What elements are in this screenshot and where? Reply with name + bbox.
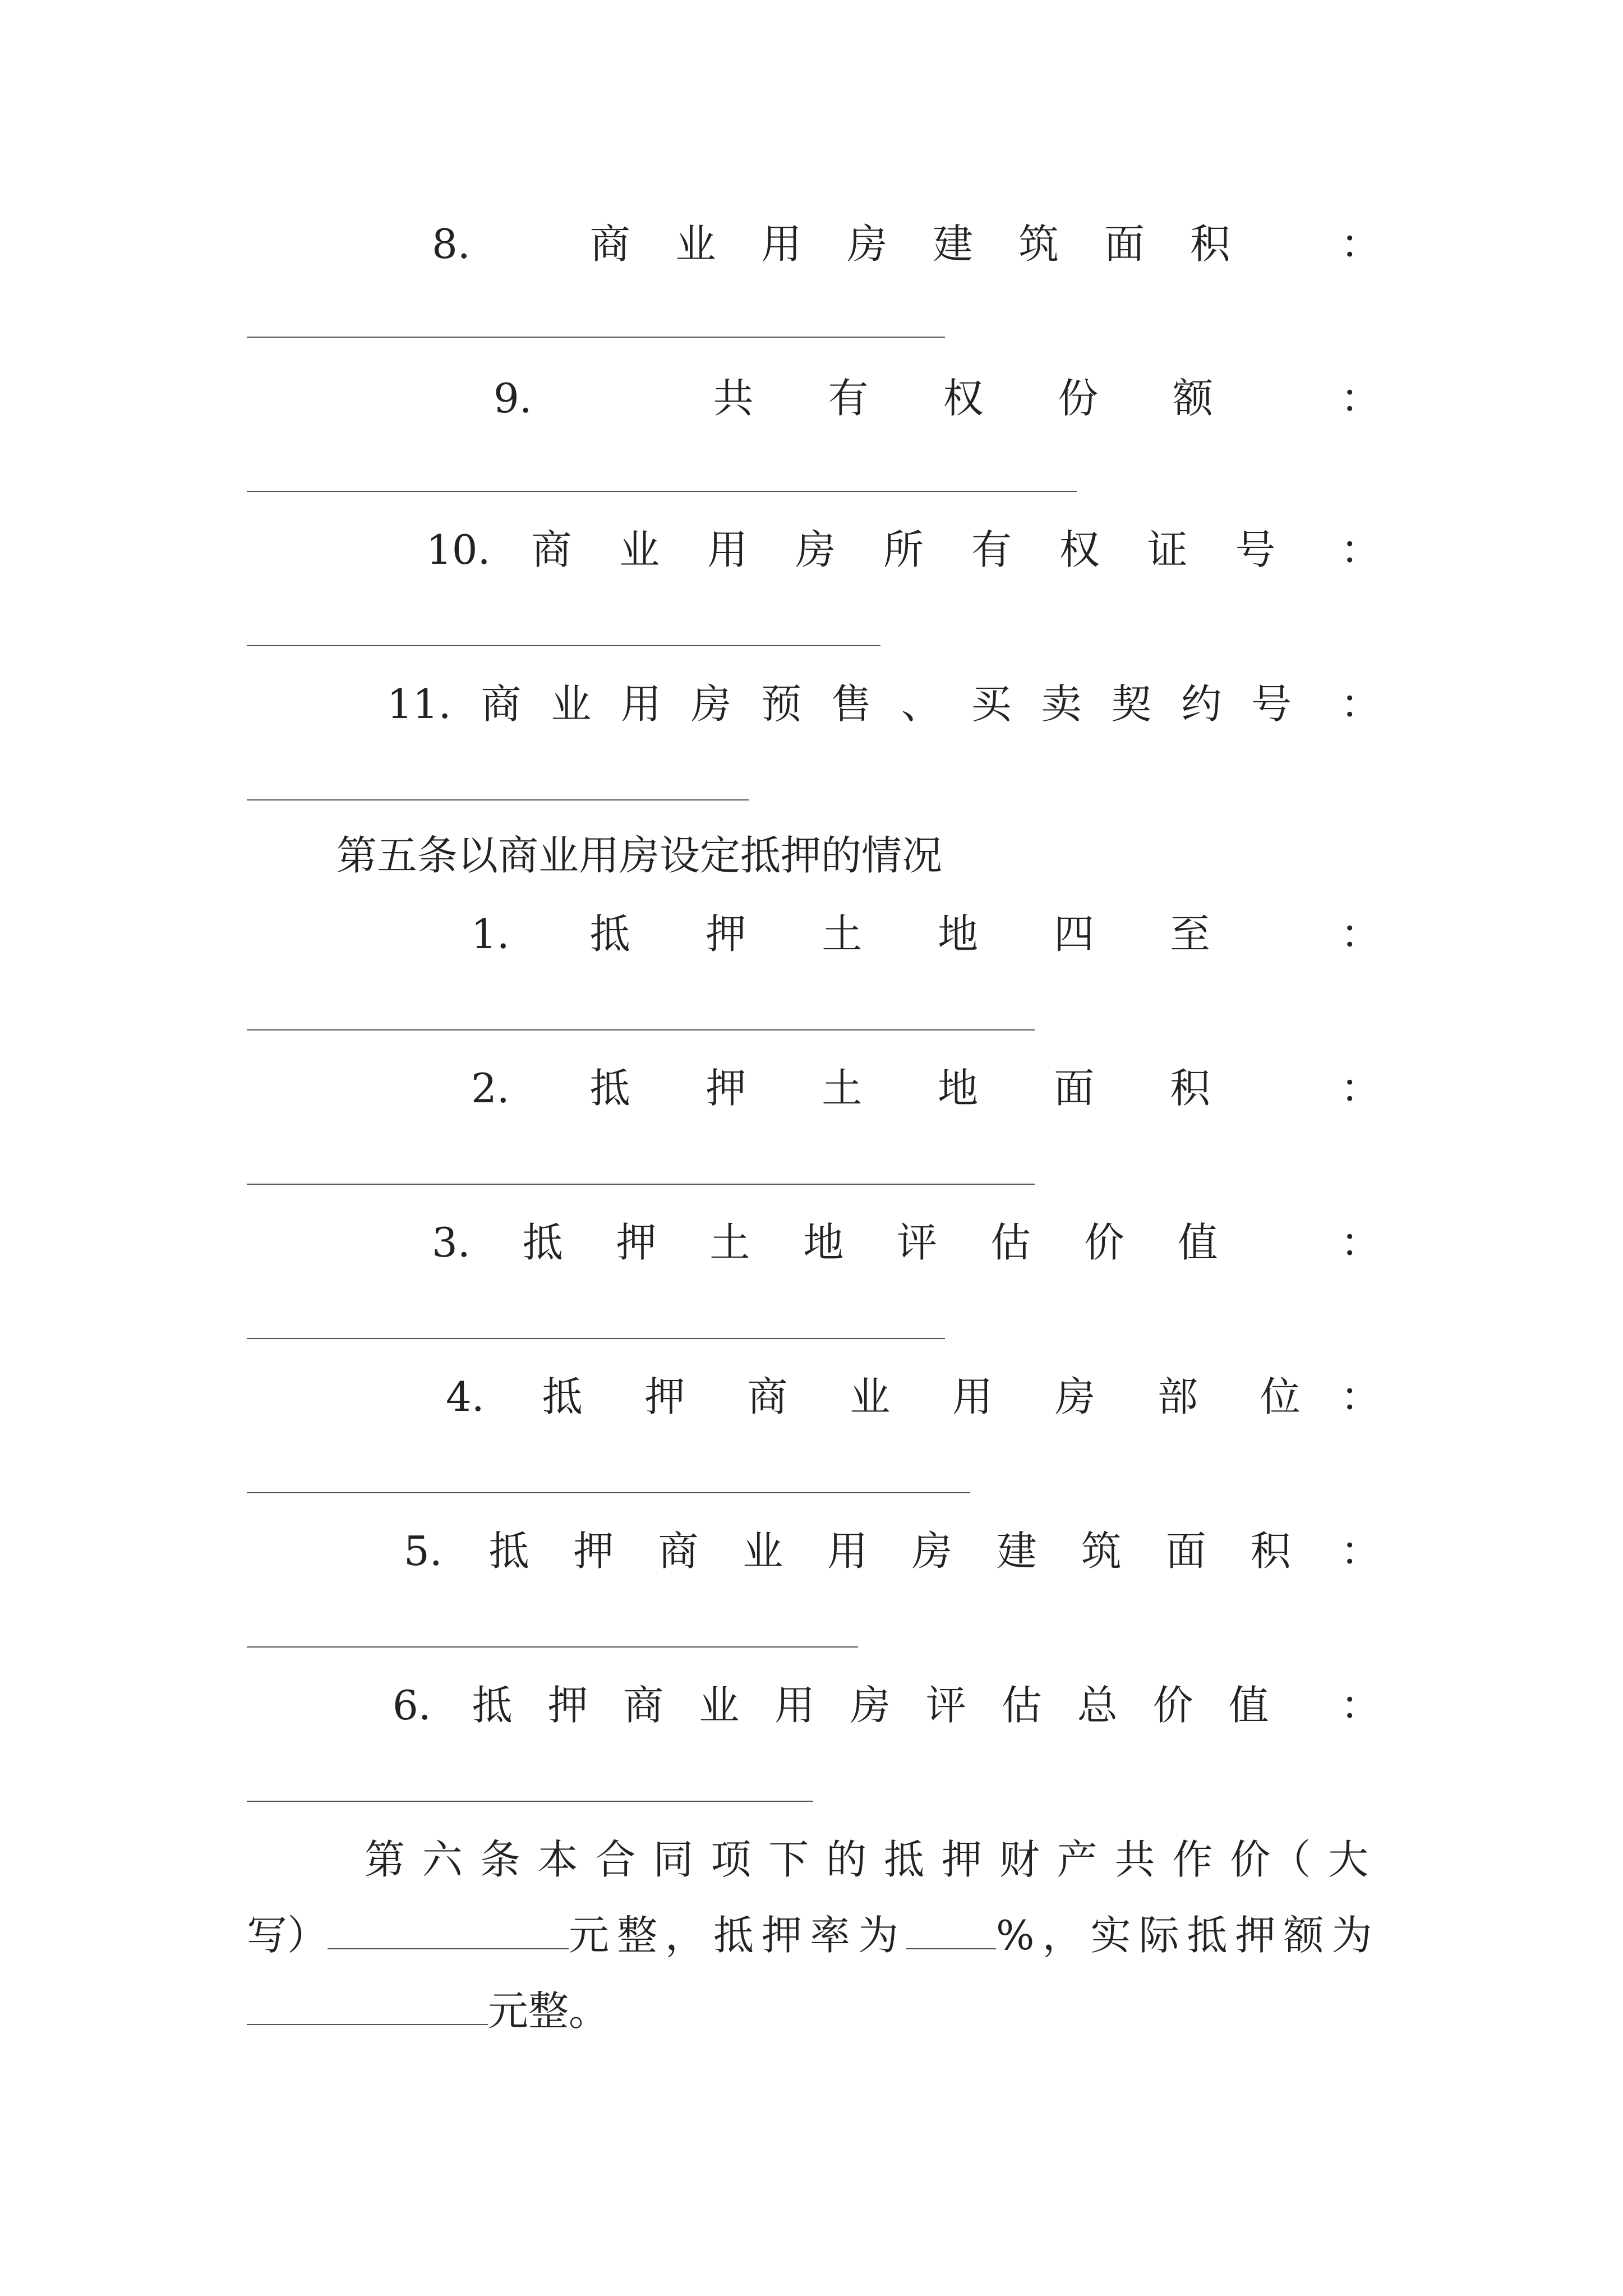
- article-6-line-2: [247, 1904, 1385, 1966]
- article-5-item-6-line: [393, 1680, 1269, 1731]
- item-colon: ：: [1340, 375, 1381, 422]
- article-6-line-3: [247, 1980, 1385, 2042]
- item-label: 抵 押 商 业 用 房 评 估 总 价 值: [472, 1682, 1269, 1729]
- item-number: 2.: [471, 1065, 510, 1112]
- item-9-label-line: [494, 373, 1213, 424]
- item-label: 商 业 用 房 预 售 、 买 卖 契 约 号: [481, 680, 1292, 728]
- article-5-item-5-line: [404, 1526, 1291, 1576]
- fill-in-blank-line[interactable]: [247, 645, 880, 646]
- item-colon: ：: [1340, 1373, 1381, 1420]
- fill-in-blank-line[interactable]: [247, 1338, 945, 1339]
- item-label: 抵 押 土 地 四 至: [589, 910, 1211, 958]
- fill-in-blank-line[interactable]: [247, 1492, 970, 1493]
- item-number: 1.: [471, 910, 510, 958]
- article-5-item-2-line: [471, 1063, 1210, 1114]
- item-number: 3.: [432, 1219, 471, 1266]
- item-colon: ：: [1340, 526, 1381, 573]
- item-label: 商 业 用 房 所 有 权 证 号: [531, 526, 1276, 573]
- item-label: 商 业 用 房 建 筑 面 积: [589, 220, 1230, 268]
- item-label: 共 有 权 份 额: [713, 375, 1214, 422]
- item-number: 11.: [387, 680, 451, 728]
- item-number: 8.: [432, 220, 471, 268]
- article-5-item-3-line: [432, 1217, 1218, 1268]
- fill-in-blank-line[interactable]: [247, 337, 945, 338]
- fill-in-blank-line[interactable]: [247, 1801, 813, 1802]
- item-label: 抵 押 土 地 面 积: [589, 1065, 1211, 1112]
- article-6-line-1: 第 六 条 本 合 同 项 下 的 抵 押 财 产 共 作 价（ 大: [365, 1836, 1369, 1883]
- article-6-text: 写）: [247, 1912, 328, 1959]
- item-number: 5.: [404, 1527, 442, 1575]
- item-colon: ：: [1340, 1527, 1381, 1575]
- value-blank[interactable]: [328, 1915, 569, 1949]
- rate-blank[interactable]: [906, 1915, 996, 1949]
- item-10-label-line: [426, 524, 1276, 575]
- fill-in-blank-line[interactable]: [247, 799, 749, 800]
- item-number: 10.: [426, 526, 491, 573]
- item-11-label-line: [387, 679, 1292, 729]
- article-5-item-1-line: [471, 909, 1210, 959]
- item-colon: ：: [1340, 1065, 1381, 1112]
- item-label: 抵 押 土 地 评 估 价 值: [522, 1219, 1218, 1266]
- item-number: 4.: [446, 1373, 485, 1420]
- fill-in-blank-line[interactable]: [247, 1029, 1035, 1030]
- item-number: 9.: [494, 375, 532, 422]
- item-colon: ：: [1340, 680, 1381, 728]
- item-label: 抵 押 商 业 用 房 部 位: [542, 1373, 1301, 1420]
- item-label: 抵 押 商 业 用 房 建 筑 面 积: [488, 1527, 1291, 1575]
- article-5-heading: 第五条以商业用房设定抵押的情况: [336, 832, 943, 879]
- item-number: 6.: [393, 1682, 431, 1729]
- fill-in-blank-line[interactable]: [247, 1184, 1035, 1185]
- article-5-item-4-line: [446, 1372, 1301, 1422]
- item-colon: ：: [1340, 1682, 1381, 1729]
- amount-blank[interactable]: [247, 1990, 488, 2025]
- fill-in-blank-line[interactable]: [247, 491, 1077, 492]
- fill-in-blank-line[interactable]: [247, 1646, 858, 1648]
- item-8-label-line: [432, 219, 1230, 269]
- article-6-text: %，实际抵押额为: [996, 1912, 1380, 1959]
- item-colon: ：: [1340, 220, 1381, 268]
- article-6-text: 元整。: [488, 1987, 610, 2035]
- article-6-text: 元整，抵押率为: [569, 1912, 907, 1959]
- item-colon: ：: [1340, 1219, 1381, 1266]
- item-colon: ：: [1340, 910, 1381, 958]
